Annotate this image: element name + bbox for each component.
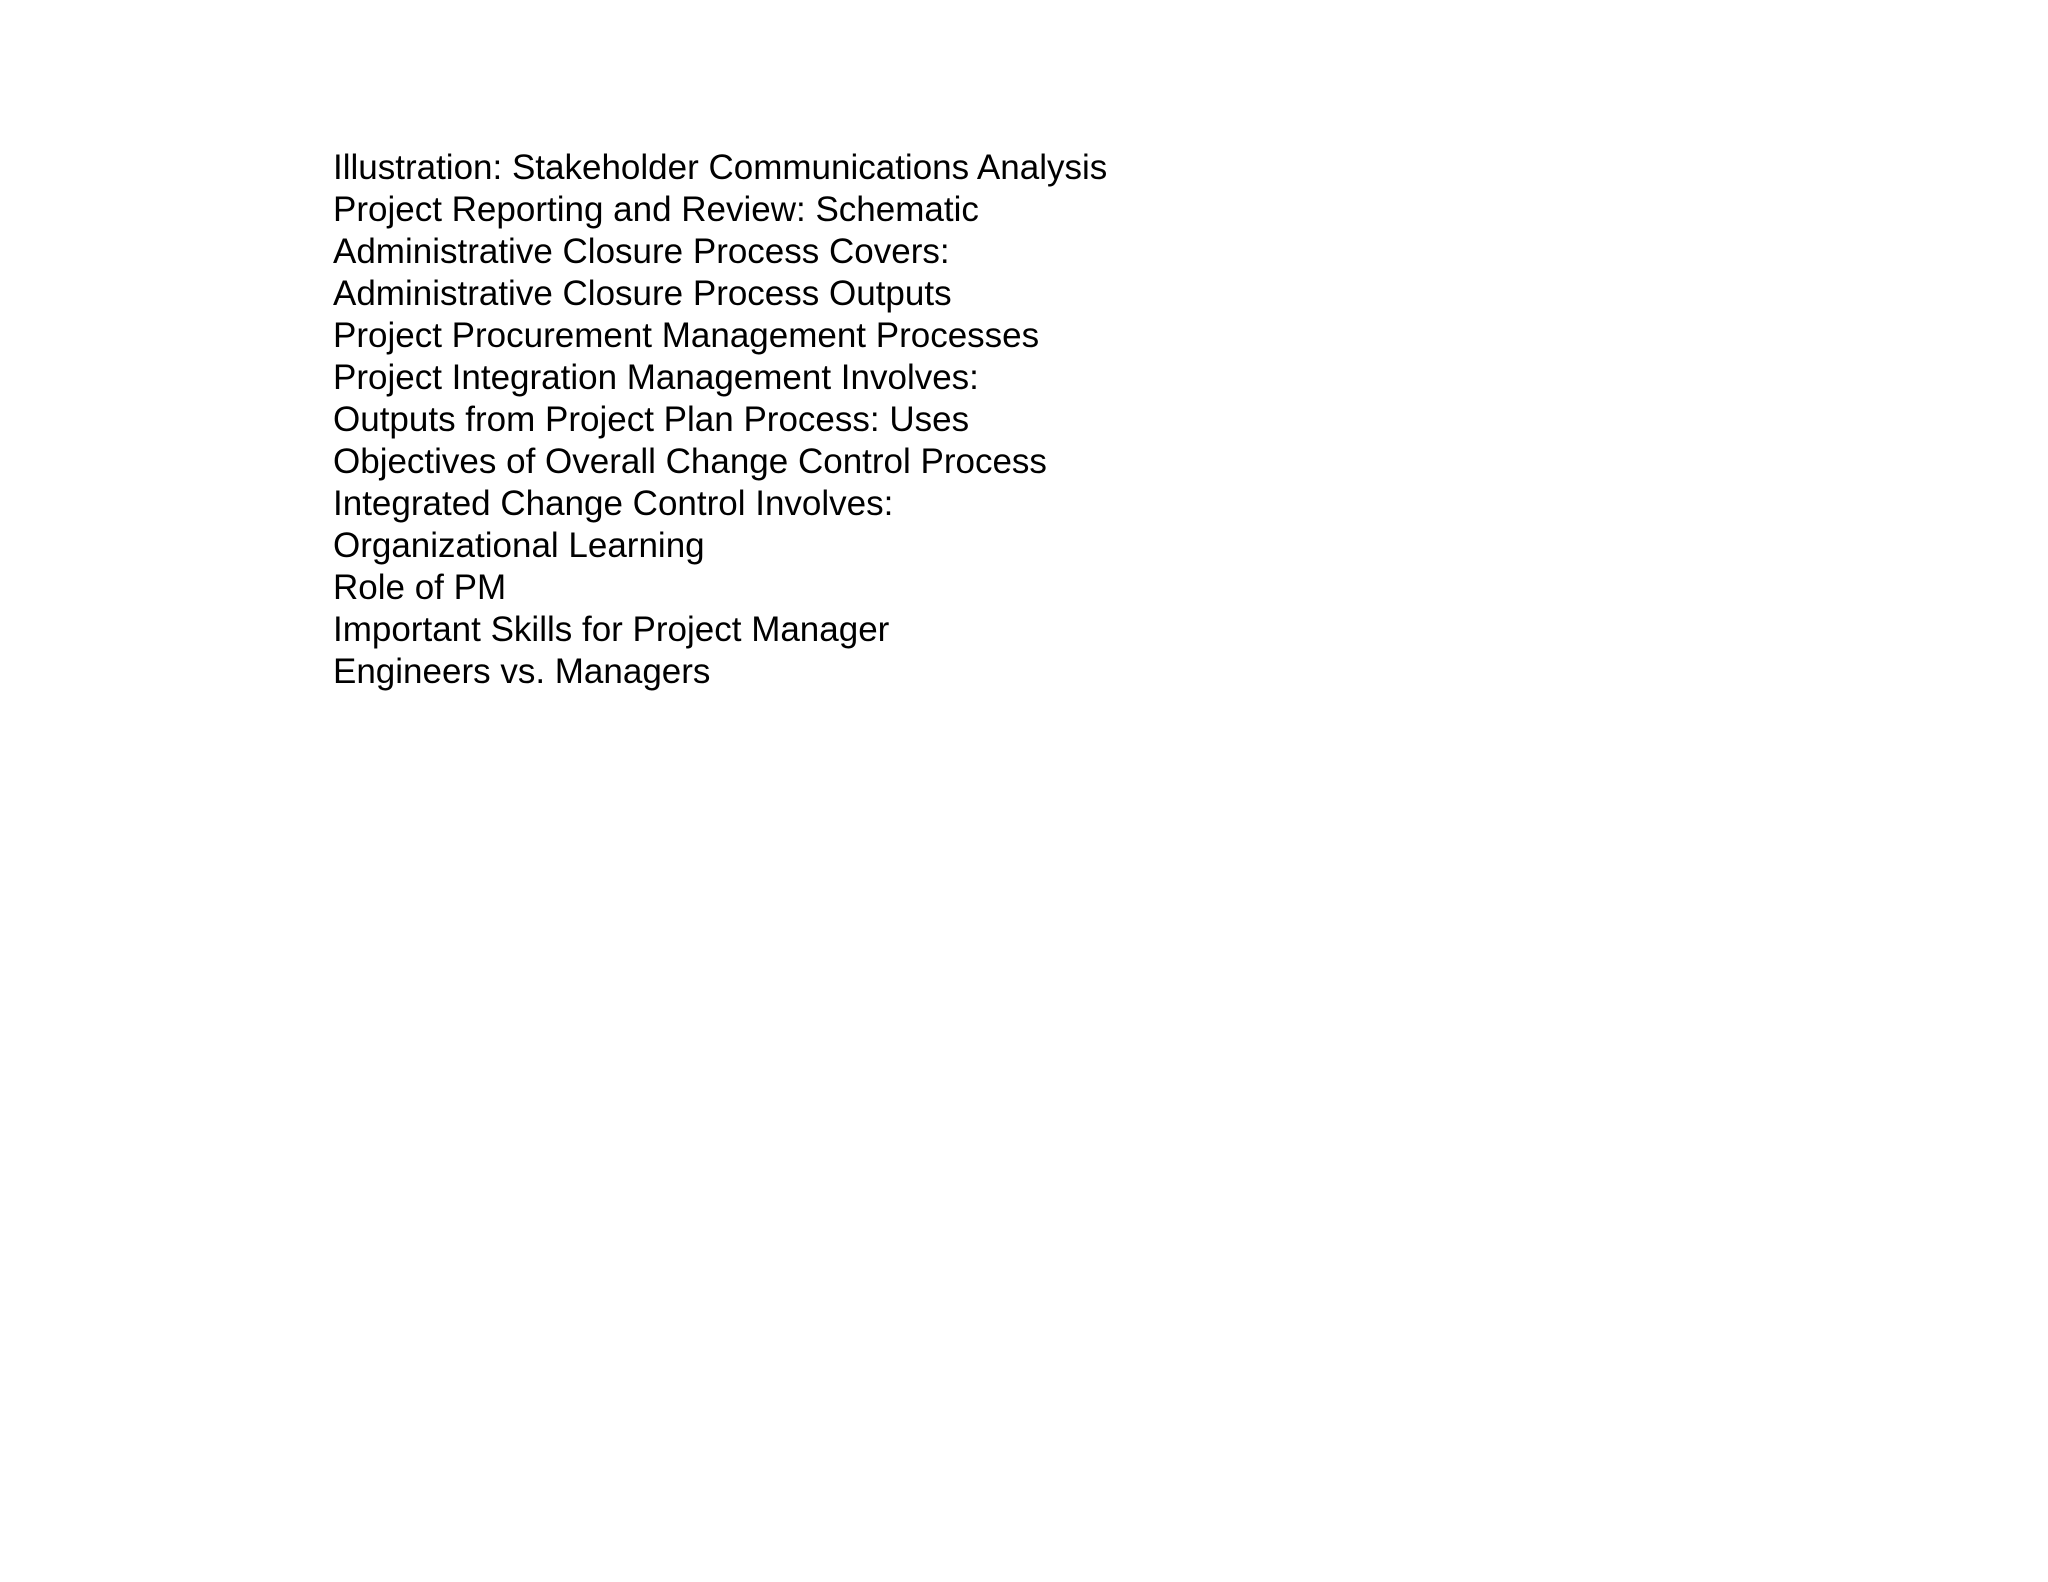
list-item: Administrative Closure Process Outputs — [333, 274, 952, 313]
list-item: Project Reporting and Review: Schematic — [333, 190, 979, 229]
list-item: Organizational Learning — [333, 526, 705, 565]
list-item: Illustration: Stakeholder Communications Analysis — [333, 148, 1108, 187]
list-item: Project Integration Management Involves: — [333, 358, 979, 397]
list-item: Engineers vs. Managers — [333, 652, 711, 691]
list-item: Objectives of Overall Change Control Process — [333, 442, 1047, 481]
list-item: Important Skills for Project Manager — [333, 610, 890, 649]
list-item: Integrated Change Control Involves: — [333, 484, 894, 523]
list-item: Role of PM — [333, 568, 507, 607]
list-item: Administrative Closure Process Covers: — [333, 232, 950, 271]
list-item: Outputs from Project Plan Process: Uses — [333, 400, 970, 439]
slide-title-list — [333, 147, 1107, 693]
list-item: Project Procurement Management Processes — [333, 316, 1040, 355]
